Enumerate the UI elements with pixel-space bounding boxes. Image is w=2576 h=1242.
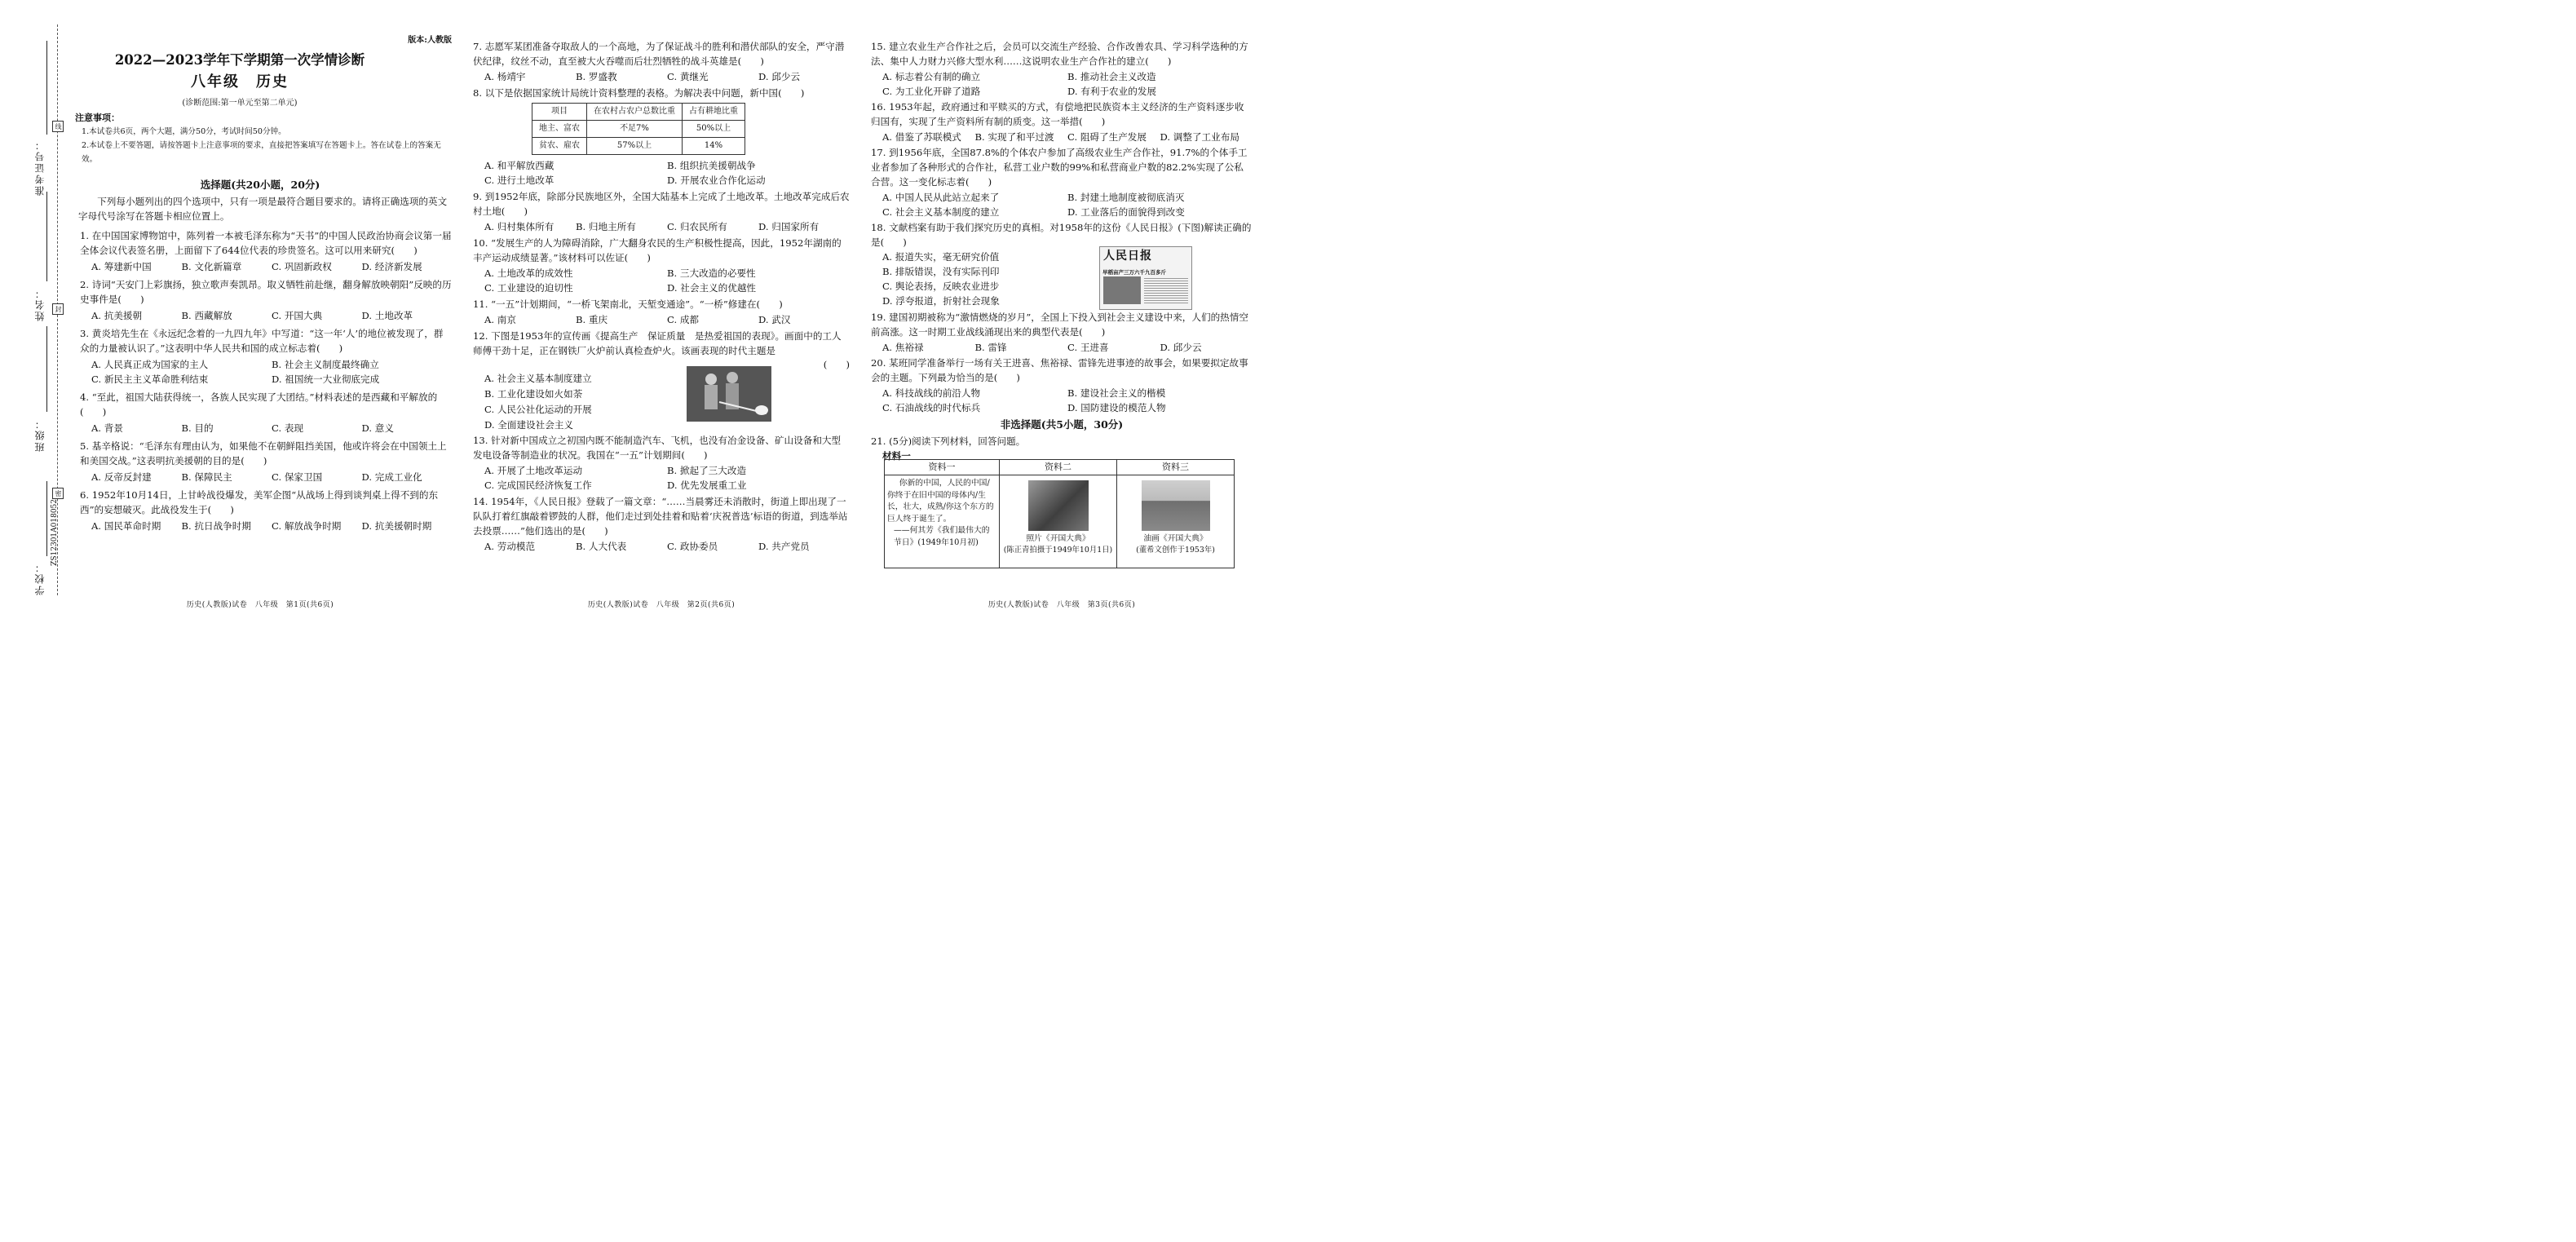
question-list xyxy=(80,228,452,537)
question-5 xyxy=(80,439,452,488)
options xyxy=(473,219,850,236)
option-c[interactable]: C. 社会主义基本制度的建立 xyxy=(882,206,1000,218)
seal-mark: 线 xyxy=(52,121,64,132)
option-a[interactable]: A. 国民革命时期 xyxy=(91,520,161,532)
table-cell: 50%以上 xyxy=(683,121,745,138)
table-row xyxy=(532,121,745,138)
exam-number-line xyxy=(46,41,47,135)
option-d[interactable]: D. 优先发展重工业 xyxy=(667,480,747,491)
option-b[interactable]: B. 封建土地制度被彻底消灭 xyxy=(1067,192,1185,203)
question-20 xyxy=(871,356,1253,416)
options xyxy=(80,517,452,537)
options xyxy=(871,69,1253,99)
options xyxy=(871,339,1253,356)
question-12 xyxy=(473,329,850,433)
question-18 xyxy=(871,220,1253,310)
seal-mark: 密 xyxy=(52,488,64,499)
question-stem: 10. “发展生产的人为障碍消除，广大翻身农民的生产积极性提高，因此，1952年湖南的丰产运动成绩显著。”该材料可以佐证( ) xyxy=(473,237,842,263)
option-b[interactable]: B. 组织抗美援朝战争 xyxy=(667,160,756,171)
option-d[interactable]: D. 共产党员 xyxy=(758,541,810,552)
question-stem: 18. 文献档案有助于我们探究历史的真相。对1958年的这份《人民日报》(下图)解读正确的是( ) xyxy=(871,222,1252,248)
option-a[interactable]: A. 背景 xyxy=(91,422,123,434)
option-a[interactable]: A. 标志着公有制的确立 xyxy=(882,71,981,82)
option-b[interactable]: B. 三大改造的必要性 xyxy=(667,267,756,279)
option-a[interactable]: A. 开展了土地改革运动 xyxy=(484,465,583,476)
question-stem: 2. 诗词“天安门上彩旗扬，独立歌声奏凯昂。取义牺牲前赴继，翻身解放映朝阳”反映的历史事件是( ) xyxy=(80,279,452,305)
option-b[interactable]: B. 罗盛教 xyxy=(576,71,617,82)
exam-subtitle: 八年级 历史 xyxy=(191,73,289,91)
question-stem: 3. 黄炎培先生在《永远纪念着的一九四九年》中写道：“这一年‘人’的地位被发现了，群众的力量被认识了。”这表明中华人民共和国的成立标志着( ) xyxy=(80,328,444,354)
table-cell: 14% xyxy=(683,138,745,155)
option-d[interactable]: D. 邱少云 xyxy=(758,71,801,82)
question-stem: 12. 下图是1953年的宣传画《提高生产 保证质量 是热爱祖国的表现》。画面中的工人师傅干劲十足，正在钢铁厂火炉前认真检查炉火。该画表现的时代主题是 xyxy=(473,330,842,356)
option-c[interactable]: C. 解放战争时期 xyxy=(272,520,342,532)
option-b[interactable]: B. 目的 xyxy=(181,422,214,434)
materials-header: 资料二 xyxy=(1000,460,1117,475)
option-d[interactable]: D. 开展农业合作化运动 xyxy=(667,175,766,186)
page-footer: 历史(人教版)试卷 八年级 第3页(共6页) xyxy=(988,601,1136,609)
exam-scope: (诊断范围:第一单元至第二单元) xyxy=(182,99,298,108)
question-10 xyxy=(473,236,850,297)
option-c[interactable]: C. 舆论表扬，反映农业进步 xyxy=(882,281,1000,292)
option-d[interactable]: D. 全面建设社会主义 xyxy=(484,419,574,431)
table-header: 在农村占农户总数比重 xyxy=(587,104,683,121)
section-choice-heading: 选择题(共20小题，20分) xyxy=(200,179,320,191)
option-a[interactable]: A. 反帝反封建 xyxy=(91,471,152,483)
question-stem: 5. 基辛格说：“毛泽东有理由认为，如果他不在朝鲜阻挡美国，他或许将会在中国领土上和美国交战。”这表明抗美援朝的目的是( ) xyxy=(80,440,447,466)
table-cell: 不足7% xyxy=(587,121,683,138)
table-header: 项目 xyxy=(532,104,587,121)
option-c[interactable]: C. 工业建设的迫切性 xyxy=(484,282,573,294)
options xyxy=(80,419,452,439)
option-a[interactable]: A. 报道失实，毫无研究价值 xyxy=(882,251,1000,263)
option-a[interactable]: A. 劳动模范 xyxy=(484,541,536,552)
question-21: 21. (5分)阅读下列材料，回答问题。 xyxy=(871,435,1026,447)
table-header-row xyxy=(532,104,745,121)
option-b[interactable]: B. 抗日战争时期 xyxy=(181,520,251,532)
material-poem-cell xyxy=(885,475,1000,568)
newspaper-text-columns xyxy=(1144,276,1188,304)
notice-item: 1.本试卷共6页，两个大题，满分50分，考试时间50分钟。 xyxy=(82,127,286,136)
question-stem: 1. 在中国国家博物馆中，陈列着一本被毛泽东称为“天书”的中国人民政治协商会议第一届全体会议代表签名册，上面留下了644位代表的珍贵签名。这可以用来研究( ) xyxy=(80,230,452,256)
material-painting-caption: 油画《开国大典》 xyxy=(1143,534,1208,543)
table-cell: 地主、富农 xyxy=(532,121,587,138)
option-c[interactable]: C. 完成国民经济恢复工作 xyxy=(484,480,592,491)
name-line xyxy=(46,192,47,281)
class-label: 班级： xyxy=(34,418,46,452)
question-stem: 11. “一五”计划期间，“一桥飞架南北，天堑变通途”。“一桥”修建在( ) xyxy=(473,298,783,310)
materials-body-row xyxy=(885,475,1234,568)
option-a[interactable]: A. 人民真正成为国家的主人 xyxy=(91,359,209,370)
question-stem: 7. 志愿军某团准备夺取敌人的一个高地，为了保证战斗的胜利和潜伏部队的安全，严守潜伏纪律，纹丝不动，直至被大火吞噬而后壮烈牺牲的战斗英雄是( ) xyxy=(473,41,845,67)
question-list xyxy=(473,39,850,555)
option-c[interactable]: C. 新民主主义革命胜利结束 xyxy=(91,373,209,385)
q18-body xyxy=(871,250,1253,310)
question-stem: 14. 1954年，《人民日报》登载了一篇文章：“……当晨雾还未消散时，街道上即出现了一队队打着红旗敲着锣鼓的人群，他们走过到处挂着和贴着‘庆祝普选’标语的街道，到选举站去投票……”他们选出的是( ) xyxy=(473,496,848,537)
answer-paren: ( ) xyxy=(823,359,850,370)
option-b[interactable]: B. 西藏解放 xyxy=(181,310,232,321)
question-stem: 4. “至此，祖国大陆获得统一，各族人民实现了大团结。”材料表述的是西藏和平解放的( ) xyxy=(80,391,438,418)
school-label: 学校： xyxy=(34,561,46,595)
options xyxy=(882,250,1086,310)
option-d[interactable]: D. 抗美援朝时期 xyxy=(361,520,432,532)
section-nonchoice-heading: 非选择题(共5小题，30分) xyxy=(1000,418,1124,431)
page-1 xyxy=(68,0,452,621)
option-b[interactable]: B. 重庆 xyxy=(576,314,608,325)
question-stem: 17. 到1956年底，全国87.8%的个体农户参加了高级农业生产合作社，91.7%的个体手工业者参加了各种形式的合作社，私营工业户数的99%和私营商业户数的82.2%实现了公私合营。这一变化标志着( ) xyxy=(871,147,1248,188)
page-3 xyxy=(871,0,1253,621)
options xyxy=(473,69,850,86)
options xyxy=(80,356,452,390)
question-list xyxy=(871,39,1253,463)
option-d[interactable]: D. 社会主义的优越性 xyxy=(667,282,757,294)
option-b[interactable]: B. 人大代表 xyxy=(576,541,627,552)
option-a[interactable]: A. 中国人民从此站立起来了 xyxy=(882,192,1000,203)
material-painting-cell xyxy=(1117,475,1234,568)
option-b[interactable]: B. 实现了和平过渡 xyxy=(974,131,1054,143)
material-photo-source: (陈正青拍摄于1949年10月1日) xyxy=(1003,546,1113,555)
option-c[interactable]: C. 表现 xyxy=(272,422,304,434)
question-stem: 6. 1952年10月14日，上甘岭战役爆发，美军企图“从战场上得到谈判桌上得不到的东西”的妄想破灭。此战役发生于( ) xyxy=(80,489,439,515)
school-line xyxy=(46,481,47,556)
newspaper-masthead: 人民日报 xyxy=(1103,250,1152,263)
option-d[interactable]: D. 土地改革 xyxy=(361,310,413,321)
option-c[interactable]: C. 黄继光 xyxy=(667,71,709,82)
options xyxy=(473,265,850,297)
question-3 xyxy=(80,326,452,390)
option-b[interactable]: B. 保障民主 xyxy=(181,471,232,483)
worker-figures-icon xyxy=(687,366,771,422)
option-d[interactable]: D. 完成工业化 xyxy=(361,471,422,483)
options xyxy=(871,189,1253,220)
material-poem-source: ——何其芳《我们最伟大的节日》(1949年10月初) xyxy=(894,526,990,547)
option-a[interactable]: A. 焦裕禄 xyxy=(882,342,924,353)
question-16 xyxy=(871,99,1253,145)
question-7 xyxy=(473,39,850,86)
option-c[interactable]: C. 成都 xyxy=(667,314,700,325)
name-label: 姓名： xyxy=(34,287,46,321)
option-a[interactable]: A. 抗美援朝 xyxy=(91,310,143,321)
exam-title: 2022—2023学年下学期第一次学情诊断 xyxy=(114,52,365,68)
options xyxy=(80,307,452,326)
option-b[interactable]: B. 文化新篇章 xyxy=(181,261,242,272)
option-c[interactable]: C. 人民公社化运动的开展 xyxy=(484,404,592,415)
material-label: 材料一 xyxy=(882,450,911,462)
question-19 xyxy=(871,310,1253,356)
page-2 xyxy=(473,0,850,621)
option-c[interactable]: C. 阻碍了生产发展 xyxy=(1067,131,1147,143)
option-a[interactable]: A. 科技战线的前沿人物 xyxy=(882,387,981,399)
seal-mark: 封 xyxy=(52,303,64,315)
option-d[interactable]: D. 国防建设的模范人物 xyxy=(1067,402,1166,413)
founding-ceremony-photo xyxy=(1028,480,1089,531)
newspaper-image xyxy=(1099,246,1192,310)
option-d[interactable]: D. 祖国统一大业彻底完成 xyxy=(272,373,380,385)
binding-strip xyxy=(0,0,62,621)
table-cell: 贫农、雇农 xyxy=(532,138,587,155)
question-stem: 8. 以下是依据国家统计局统计资料整理的表格。为解决表中问题，新中国( ) xyxy=(473,87,805,99)
option-d[interactable]: D. 有利于农业的发展 xyxy=(1067,86,1157,97)
edition-label: 版本:人教版 xyxy=(408,36,452,45)
options xyxy=(871,129,1253,145)
question-13 xyxy=(473,433,850,494)
material-painting-source: (董希文创作于1953年) xyxy=(1136,546,1215,555)
option-b[interactable]: B. 社会主义制度最终确立 xyxy=(272,359,379,370)
options xyxy=(473,157,850,189)
option-a[interactable]: A. 杨靖宇 xyxy=(484,71,526,82)
question-stem: 15. 建立农业生产合作社之后，会员可以交流生产经验、合作改善农具、学习科学选种的方法、集中人力财力兴修大型水利……这说明农业生产合作社的建立( ) xyxy=(871,41,1248,67)
question-11 xyxy=(473,297,850,329)
question-8 xyxy=(473,86,850,189)
newspaper-photo xyxy=(1103,276,1141,304)
option-b[interactable]: B. 雷锋 xyxy=(974,342,1007,353)
options xyxy=(473,538,850,555)
question-6 xyxy=(80,488,452,537)
newspaper-headline: 早稻亩产三万六千九百多斤 xyxy=(1102,269,1166,276)
option-d[interactable]: D. 经济新发展 xyxy=(361,261,422,272)
founding-ceremony-painting xyxy=(1142,480,1210,531)
options xyxy=(484,371,687,433)
materials-header: 资料一 xyxy=(885,460,1000,475)
option-a[interactable]: A. 归村集体所有 xyxy=(484,221,555,232)
option-a[interactable]: A. 土地改革的成效性 xyxy=(484,267,573,279)
option-a[interactable]: A. 社会主义基本制度建立 xyxy=(484,373,592,384)
table-row xyxy=(532,138,745,155)
option-d[interactable]: D. 归国家所有 xyxy=(758,221,820,232)
option-a[interactable]: A. 南京 xyxy=(484,314,516,325)
option-c[interactable]: C. 进行土地改革 xyxy=(484,175,555,186)
question-stem: 20. 某班同学准备举行一场有关王进喜、焦裕禄、雷锋先进事迹的故事会，如果要拟定故事会的主题。下列最为恰当的是( ) xyxy=(871,357,1248,383)
question-4 xyxy=(80,390,452,439)
option-d[interactable]: D. 意义 xyxy=(361,422,394,434)
table-header: 占有耕地比重 xyxy=(683,104,745,121)
options xyxy=(473,312,850,329)
question-17 xyxy=(871,145,1253,220)
option-c[interactable]: C. 王进喜 xyxy=(1067,342,1109,353)
option-b[interactable]: B. 掀起了三大改造 xyxy=(667,465,747,476)
option-b[interactable]: B. 排版错误，没有实际刊印 xyxy=(882,266,1000,277)
question-stem: 13. 针对新中国成立之初国内既不能制造汽车、飞机，也没有冶金设备、矿山设备和大型发电设备等制造业的状况。我国在“一五”计划期间( ) xyxy=(473,435,842,461)
materials-header-row xyxy=(885,460,1234,475)
question-stem: 16. 1953年起，政府通过和平赎买的方式，有偿地把民族资本主义经济的生产资料逐步收归国有，实现了生产资料所有制的质变。这一举措( ) xyxy=(871,101,1244,127)
option-d[interactable]: D. 调整了工业布局 xyxy=(1160,131,1239,143)
option-b[interactable]: B. 归地主所有 xyxy=(576,221,636,232)
option-c[interactable]: C. 巩固新政权 xyxy=(272,261,332,272)
table-cell: 57%以上 xyxy=(587,138,683,155)
page-footer: 历史(人教版)试卷 八年级 第2页(共6页) xyxy=(587,601,736,609)
exam-number-label: 准考证号： xyxy=(34,139,46,196)
options xyxy=(80,468,452,488)
paper-code: ZS12301A018052 xyxy=(51,499,59,566)
section-instruction: 下列每小题列出的四个选项中，只有一项是最符合题目要求的。请将正确选项的英文字母代号涂写在答题卡相应位置上。 xyxy=(78,196,448,222)
option-d[interactable]: D. 邱少云 xyxy=(1160,342,1202,353)
option-a[interactable]: A. 筹建新中国 xyxy=(91,261,152,272)
option-a[interactable]: A. 借鉴了苏联模式 xyxy=(882,131,961,143)
question-1 xyxy=(80,228,452,277)
materials-table xyxy=(884,459,1235,568)
question-2 xyxy=(80,277,452,326)
question-9 xyxy=(473,189,850,236)
option-c[interactable]: C. 政协委员 xyxy=(667,541,718,552)
options xyxy=(871,385,1253,416)
notice-item: 2.本试卷上不要答题，请按答题卡上注意事项的要求，直接把答案填写在答题卡上。答在试卷上的答案无效。 xyxy=(82,141,441,164)
notice-block xyxy=(75,112,448,166)
option-b[interactable]: B. 推动社会主义改造 xyxy=(1067,71,1156,82)
data-table xyxy=(532,103,745,155)
question-stem: 19. 建国初期被称为“激情燃烧的岁月”，全国上下投入到社会主义建设中来，人们的热情空前高涨。这一时期工业战线涌现出来的典型代表是( ) xyxy=(871,312,1248,338)
propaganda-poster-image xyxy=(687,366,771,422)
materials-header: 资料三 xyxy=(1162,462,1189,472)
option-c[interactable]: C. 石油战线的时代标兵 xyxy=(882,402,981,413)
material-poem: 你新的中国，人民的中国/你终于在旧中国的母体内/生长，壮大，成熟/你这个东方的巨人终于诞生了。 xyxy=(887,479,994,524)
notice-heading: 注意事项： xyxy=(75,113,120,123)
option-b[interactable]: B. 建设社会主义的楷模 xyxy=(1067,387,1166,399)
class-line xyxy=(46,326,47,412)
question-14 xyxy=(473,494,850,555)
question-15 xyxy=(871,39,1253,99)
option-d[interactable]: D. 工业落后的面貌得到改变 xyxy=(1067,206,1185,218)
option-c[interactable]: C. 归农民所有 xyxy=(667,221,727,232)
options xyxy=(473,462,850,494)
option-b[interactable]: B. 工业化建设如火如荼 xyxy=(484,388,583,400)
option-a[interactable]: A. 和平解放西藏 xyxy=(484,160,555,171)
option-c[interactable]: C. 开国大典 xyxy=(272,310,323,321)
option-c[interactable]: C. 为工业化开辟了道路 xyxy=(882,86,981,97)
page-footer: 历史(人教版)试卷 八年级 第1页(共6页) xyxy=(186,601,334,609)
options xyxy=(80,258,452,277)
q12-body xyxy=(473,371,850,433)
option-d[interactable]: D. 浮夸报道，折射社会现象 xyxy=(882,295,1000,307)
option-c[interactable]: C. 保家卫国 xyxy=(272,471,323,483)
material-photo-cell xyxy=(1000,475,1117,568)
question-stem: 9. 到1952年底，除部分民族地区外，全国大陆基本上完成了土地改革。土地改革完成后农村土地( ) xyxy=(473,191,850,217)
material-photo-caption: 照片《开国大典》 xyxy=(1026,534,1090,543)
option-d[interactable]: D. 武汉 xyxy=(758,314,791,325)
